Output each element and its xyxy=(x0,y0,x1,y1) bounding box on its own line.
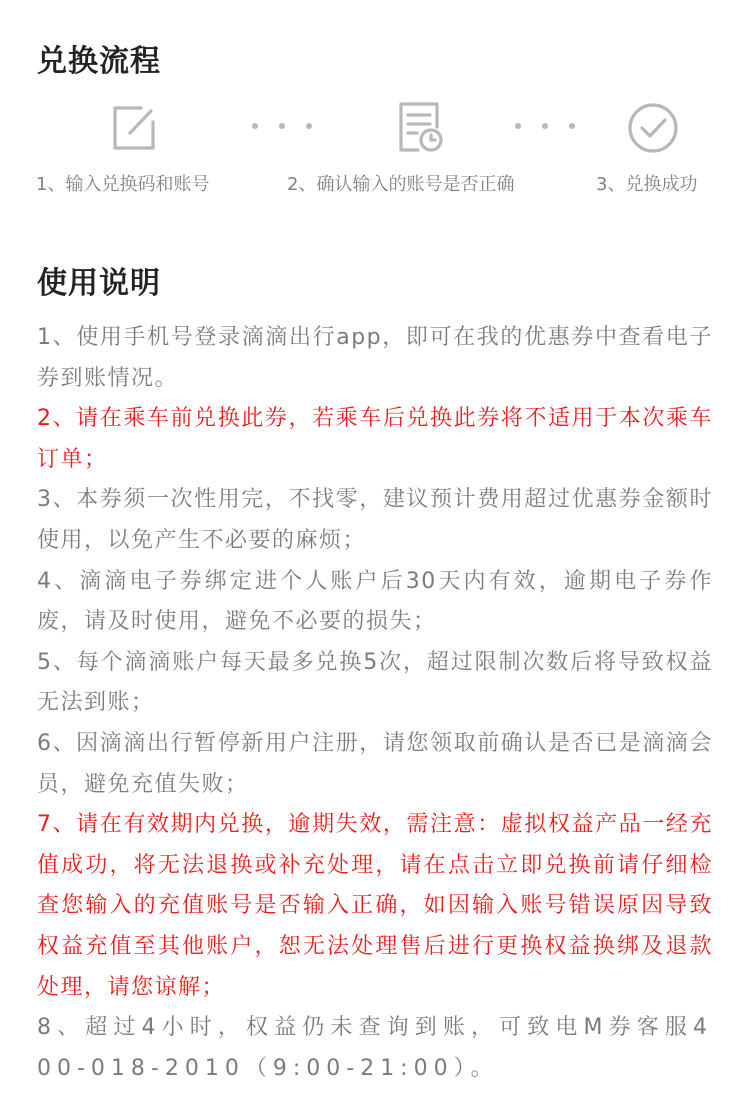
step-label-confirm: 2、确认输入的账号是否正确 xyxy=(287,174,515,195)
step-separator-dots xyxy=(515,122,585,132)
instruction-item: 3、本券须一次性用完，不找零，建议预计费用超过优惠券金额时使用，以免产生不必要的麻烦； xyxy=(37,487,713,553)
step-separator-dots xyxy=(252,122,322,132)
instruction-item-contact: 8、超过4小时，权益仍未查询到账，可致电M券客服400-018-2010（9:00-21:00）。 xyxy=(37,1015,713,1081)
instruction-item-highlight: 7、请在有效期内兑换，逾期失效，需注意：虚拟权益产品一经充值成功，将无法退换或补充处理，请在点击立即兑换前请仔细检查您输入的充值账号是否输入正确，如因输入账号错误原因导致权益充值至其他账户，恕无法处理售后进行更换权益换绑及退款处理，请您谅解； xyxy=(37,812,713,1000)
usage-instructions-list xyxy=(37,318,713,1089)
instruction-item: 6、因滴滴出行暂停新用户注册，请您领取前确认是否已是滴滴会员，避免充值失败； xyxy=(37,730,713,797)
document-clock-icon xyxy=(390,98,450,158)
instruction-item: 5、每个滴滴账户每天最多兑换5次，超过限制次数后将导致权益无法到账； xyxy=(37,649,713,716)
instruction-item-highlight: 2、请在乘车前兑换此券，若乘车后兑换此券将不适用于本次乘车订单； xyxy=(37,406,713,472)
instruction-item: 1、使用手机号登录滴滴出行app，即可在我的优惠券中查看电子券到账情况。 xyxy=(37,325,713,391)
step-label-input: 1、输入兑换码和账号 xyxy=(36,174,210,195)
redeem-flow-title: 兑换流程 xyxy=(37,44,161,79)
step-label-success: 3、兑换成功 xyxy=(596,174,698,195)
usage-instructions-title: 使用说明 xyxy=(37,266,161,301)
edit-icon xyxy=(103,98,163,158)
check-circle-icon xyxy=(623,98,683,158)
instruction-item: 4、滴滴电子券绑定进个人账户后30天内有效，逾期电子券作废，请及时使用，避免不必要的损失； xyxy=(37,568,713,635)
